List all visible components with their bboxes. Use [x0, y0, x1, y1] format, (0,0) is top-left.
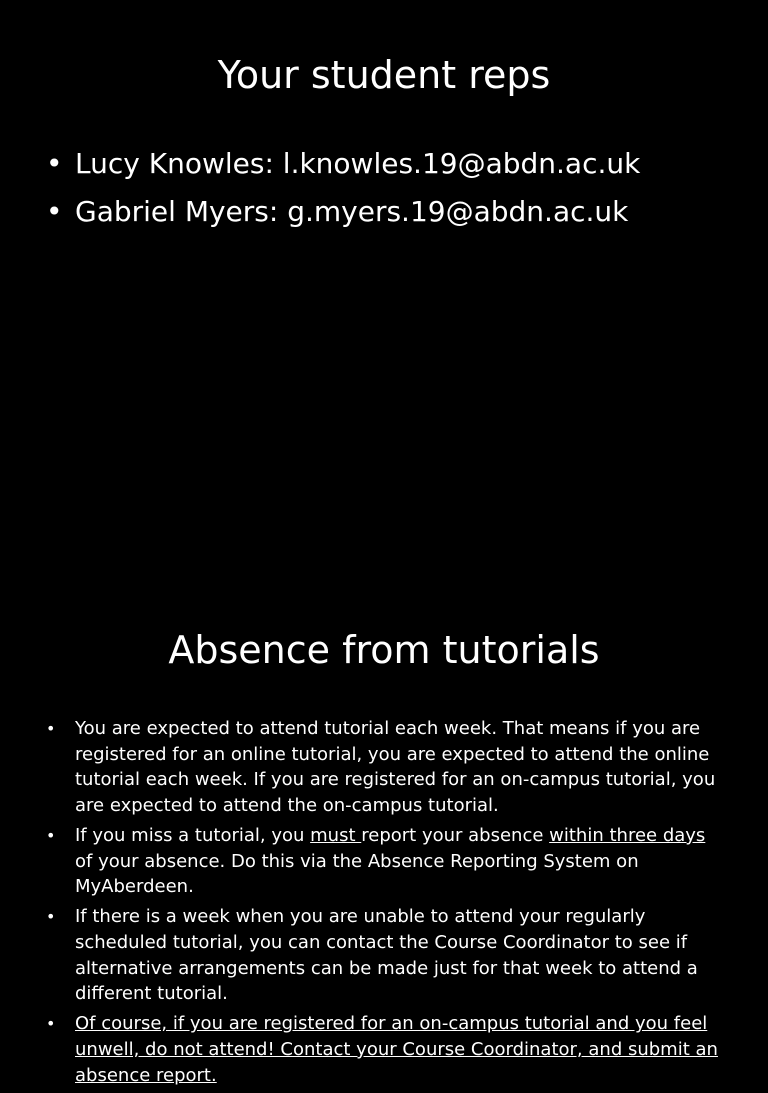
- slide-absence: [0, 576, 768, 1086]
- absence-text-emphasis: within three days: [549, 824, 706, 846]
- list-item-absence: [46, 1011, 726, 1088]
- list-item-absence: [46, 823, 726, 900]
- absence-list: [46, 716, 726, 1093]
- list-item-absence: [46, 716, 726, 818]
- list-item-absence: [46, 904, 726, 1006]
- absence-text: You are expected to attend tutorial each week. That means if you are registered for an online tutorial, you are expected to attend the online tutorial each week. If you are registered for an on-campus tutorial, you are expected to attend the on-campus tutorial.: [75, 718, 716, 816]
- rep-text: Gabriel Myers: g.myers.19@abdn.ac.uk: [75, 195, 629, 228]
- rep-text: Lucy Knowles: l.knowles.19@abdn.ac.uk: [75, 147, 641, 180]
- slide-title-student-reps: Your student reps: [217, 53, 551, 97]
- reps-list: [46, 140, 746, 236]
- absence-text-part: If you miss a tutorial, you: [75, 824, 311, 846]
- bullet-icon: •: [46, 907, 56, 927]
- absence-text-part: of your absence. Do this via the Absence Reporting System on MyAberdeen.: [75, 850, 639, 898]
- bullet-icon: •: [46, 147, 63, 180]
- slide-title-absence: Absence from tutorials: [168, 628, 600, 672]
- absence-text-emphasis: Of course, if you are registered for an on-campus tutorial and you feel unwell, do not attend! Contact your Course Coordinator, and submit an absence report.: [75, 1013, 718, 1086]
- bullet-icon: •: [46, 719, 56, 738]
- bullet-icon: •: [46, 195, 63, 228]
- absence-text-emphasis: must: [310, 824, 362, 846]
- bullet-icon: •: [46, 1014, 56, 1034]
- list-item-rep: [46, 140, 746, 188]
- absence-text: If there is a week when you are unable to attend your regularly scheduled tutorial, you can contact the Course Coordinator to see if alternative arrangements can be made just for that week to attend a different tutorial.: [75, 906, 698, 1005]
- bullet-icon: •: [46, 825, 56, 845]
- list-item-rep: [46, 188, 746, 236]
- absence-text-part: report your absence: [361, 824, 550, 846]
